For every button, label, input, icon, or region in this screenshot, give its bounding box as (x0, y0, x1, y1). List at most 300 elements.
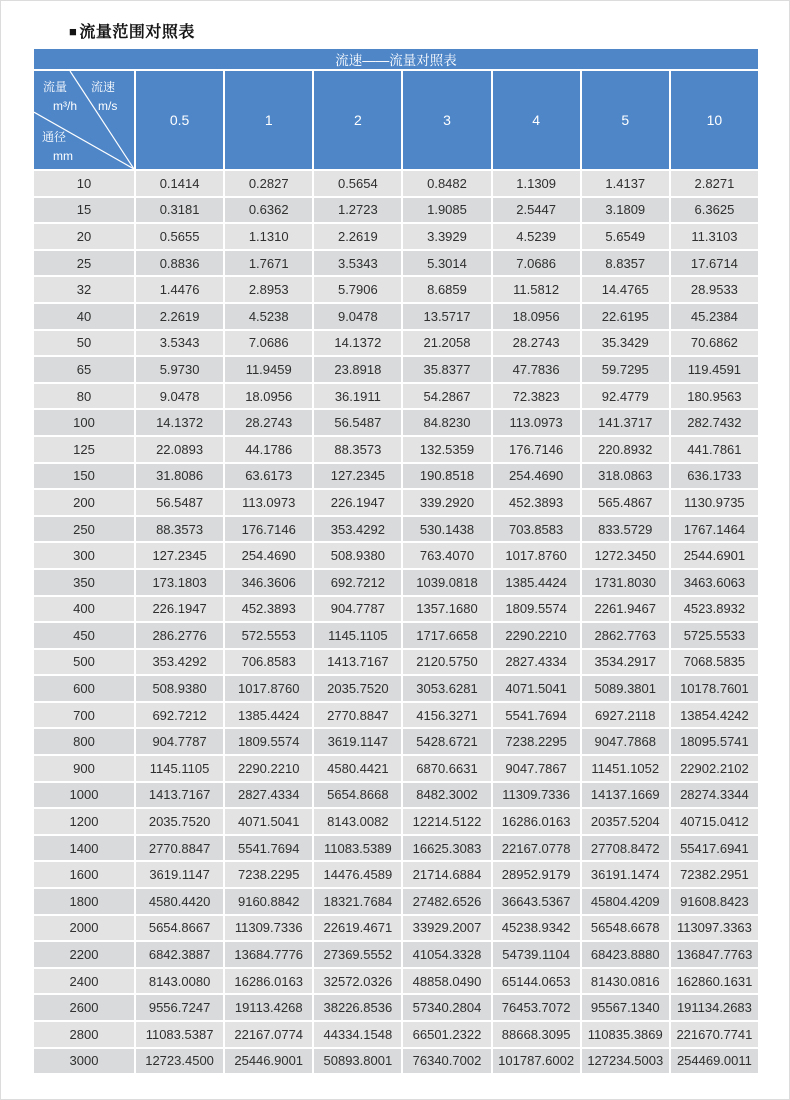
bore-cell: 250 (34, 517, 134, 542)
flow-value-cell: 68423.8880 (582, 942, 669, 967)
table-row (34, 357, 758, 382)
table-row (34, 676, 758, 701)
table-row (34, 171, 758, 196)
table-row (34, 410, 758, 435)
flow-value-cell: 8.6859 (403, 277, 490, 302)
flow-value-cell: 19113.4268 (225, 995, 312, 1020)
flow-value-cell: 22902.2102 (671, 756, 758, 781)
bore-cell: 2400 (34, 969, 134, 994)
flow-value-cell: 904.7787 (314, 597, 401, 622)
bore-cell: 20 (34, 224, 134, 249)
flow-value-cell: 220.8932 (582, 437, 669, 462)
flow-value-cell: 5089.3801 (582, 676, 669, 701)
flow-value-cell: 190.8518 (403, 464, 490, 489)
flow-value-cell: 2290.2210 (493, 623, 580, 648)
flow-value-cell: 226.1947 (314, 490, 401, 515)
bore-cell: 125 (34, 437, 134, 462)
bore-cell: 40 (34, 304, 134, 329)
table-row (34, 995, 758, 1020)
flow-value-cell: 3619.1147 (136, 862, 223, 887)
flow-value-cell: 76340.7002 (403, 1049, 490, 1074)
table-row (34, 862, 758, 887)
flow-value-cell: 88668.3095 (493, 1022, 580, 1047)
flow-value-cell: 55417.6941 (671, 836, 758, 861)
flow-value-cell: 76453.7072 (493, 995, 580, 1020)
flow-value-cell: 141.3717 (582, 410, 669, 435)
flow-value-cell: 508.9380 (136, 676, 223, 701)
flow-value-cell: 339.2920 (403, 490, 490, 515)
corner-bore-unit: mm (53, 149, 73, 163)
flow-value-cell: 1731.8030 (582, 570, 669, 595)
flow-value-cell: 4580.4420 (136, 889, 223, 914)
flow-value-cell: 1.4137 (582, 171, 669, 196)
flow-value-cell: 4523.8932 (671, 597, 758, 622)
flow-value-cell: 5541.7694 (225, 836, 312, 861)
flow-value-cell: 1767.1464 (671, 517, 758, 542)
table-row (34, 277, 758, 302)
flow-value-cell: 20357.5204 (582, 809, 669, 834)
flow-value-cell: 565.4867 (582, 490, 669, 515)
flow-value-cell: 14.1372 (314, 331, 401, 356)
flow-value-cell: 1413.7167 (314, 650, 401, 675)
flow-value-cell: 16625.3083 (403, 836, 490, 861)
flow-value-cell: 706.8583 (225, 650, 312, 675)
flow-value-cell: 6.3625 (671, 198, 758, 223)
title-bullet-icon: ■ (69, 24, 78, 39)
flow-value-cell: 176.7146 (493, 437, 580, 462)
flow-value-cell: 11309.7336 (225, 916, 312, 941)
flow-value-cell: 1.9085 (403, 198, 490, 223)
flow-value-cell: 12214.5122 (403, 809, 490, 834)
flow-value-cell: 692.7212 (136, 703, 223, 728)
flow-value-cell: 5.3014 (403, 251, 490, 276)
flow-value-cell: 1.4476 (136, 277, 223, 302)
flow-value-cell: 72382.2951 (671, 862, 758, 887)
flow-value-cell: 452.3893 (225, 597, 312, 622)
flow-value-cell: 18.0956 (493, 304, 580, 329)
flow-value-cell: 1272.3450 (582, 543, 669, 568)
flow-value-cell: 0.1414 (136, 171, 223, 196)
flow-value-cell: 9556.7247 (136, 995, 223, 1020)
flow-value-cell: 191134.2683 (671, 995, 758, 1020)
table-row (34, 224, 758, 249)
flow-value-cell: 282.7432 (671, 410, 758, 435)
flow-value-cell: 14137.1669 (582, 783, 669, 808)
flow-value-cell: 3619.1147 (314, 729, 401, 754)
flow-value-cell: 119.4591 (671, 357, 758, 382)
flow-value-cell: 286.2776 (136, 623, 223, 648)
flow-value-cell: 318.0863 (582, 464, 669, 489)
bore-cell: 350 (34, 570, 134, 595)
flow-value-cell: 7238.2295 (225, 862, 312, 887)
flow-value-cell: 113097.3363 (671, 916, 758, 941)
flow-range-table (32, 47, 760, 1075)
table-row (34, 1022, 758, 1047)
flow-value-cell: 45804.4209 (582, 889, 669, 914)
table-row (34, 623, 758, 648)
flow-value-cell: 162860.1631 (671, 969, 758, 994)
flow-value-cell: 703.8583 (493, 517, 580, 542)
flow-value-cell: 22167.0774 (225, 1022, 312, 1047)
table-band-row (34, 49, 758, 69)
flow-value-cell: 2544.6901 (671, 543, 758, 568)
flow-value-cell: 1.2723 (314, 198, 401, 223)
flow-value-cell: 7.0686 (493, 251, 580, 276)
flow-value-cell: 173.1803 (136, 570, 223, 595)
flow-value-cell: 28952.9179 (493, 862, 580, 887)
flow-value-cell: 35.3429 (582, 331, 669, 356)
flow-value-cell: 36191.1474 (582, 862, 669, 887)
flow-value-cell: 16286.0163 (225, 969, 312, 994)
flow-value-cell: 353.4292 (314, 517, 401, 542)
flow-value-cell: 3463.6063 (671, 570, 758, 595)
bore-cell: 1000 (34, 783, 134, 808)
bore-cell: 700 (34, 703, 134, 728)
flow-value-cell: 17.6714 (671, 251, 758, 276)
flow-value-cell: 2.8271 (671, 171, 758, 196)
flow-value-cell: 6842.3887 (136, 942, 223, 967)
flow-value-cell: 13684.7776 (225, 942, 312, 967)
flow-value-cell: 21.2058 (403, 331, 490, 356)
flow-value-cell: 4071.5041 (493, 676, 580, 701)
flow-value-cell: 226.1947 (136, 597, 223, 622)
flow-value-cell: 0.2827 (225, 171, 312, 196)
flow-value-cell: 1145.1105 (314, 623, 401, 648)
flow-value-cell: 1.1309 (493, 171, 580, 196)
table-row (34, 198, 758, 223)
flow-value-cell: 254.4690 (225, 543, 312, 568)
flow-value-cell: 8143.0082 (314, 809, 401, 834)
flow-value-cell: 25446.9001 (225, 1049, 312, 1074)
flow-value-cell: 346.3606 (225, 570, 312, 595)
flow-value-cell: 110835.3869 (582, 1022, 669, 1047)
flow-value-cell: 1017.8760 (493, 543, 580, 568)
flow-value-cell: 32572.0326 (314, 969, 401, 994)
corner-velocity-label: 流速 (91, 80, 116, 94)
bore-cell: 2200 (34, 942, 134, 967)
flow-value-cell: 95567.1340 (582, 995, 669, 1020)
flow-value-cell: 353.4292 (136, 650, 223, 675)
flow-value-cell: 441.7861 (671, 437, 758, 462)
flow-value-cell: 2770.8847 (136, 836, 223, 861)
flow-value-cell: 18321.7684 (314, 889, 401, 914)
corner-velocity-unit: m/s (98, 99, 118, 113)
table-row (34, 384, 758, 409)
bore-cell: 3000 (34, 1049, 134, 1074)
flow-value-cell: 11083.5387 (136, 1022, 223, 1047)
flow-value-cell: 81430.0816 (582, 969, 669, 994)
bore-cell: 900 (34, 756, 134, 781)
flow-value-cell: 44.1786 (225, 437, 312, 462)
flow-value-cell: 56548.6678 (582, 916, 669, 941)
flow-value-cell: 1385.4424 (225, 703, 312, 728)
flow-value-cell: 41054.3328 (403, 942, 490, 967)
flow-value-cell: 7068.5835 (671, 650, 758, 675)
flow-value-cell: 1809.5574 (225, 729, 312, 754)
table-row (34, 942, 758, 967)
flow-value-cell: 180.9563 (671, 384, 758, 409)
bore-cell: 2800 (34, 1022, 134, 1047)
flow-value-cell: 5541.7694 (493, 703, 580, 728)
bore-cell: 500 (34, 650, 134, 675)
table-body (34, 171, 758, 1073)
flow-value-cell: 91608.8423 (671, 889, 758, 914)
bore-cell: 300 (34, 543, 134, 568)
flow-value-cell: 0.6362 (225, 198, 312, 223)
table-row (34, 597, 758, 622)
flow-value-cell: 692.7212 (314, 570, 401, 595)
flow-value-cell: 18.0956 (225, 384, 312, 409)
bore-cell: 80 (34, 384, 134, 409)
table-row (34, 251, 758, 276)
flow-value-cell: 11451.1052 (582, 756, 669, 781)
flow-value-cell: 11309.7336 (493, 783, 580, 808)
flow-value-cell: 5428.6721 (403, 729, 490, 754)
flow-value-cell: 176.7146 (225, 517, 312, 542)
flow-value-cell: 28.9533 (671, 277, 758, 302)
flow-value-cell: 221670.7741 (671, 1022, 758, 1047)
flow-value-cell: 84.8230 (403, 410, 490, 435)
bore-cell: 800 (34, 729, 134, 754)
bore-cell: 65 (34, 357, 134, 382)
bore-cell: 32 (34, 277, 134, 302)
flow-value-cell: 27708.8472 (582, 836, 669, 861)
bore-cell: 10 (34, 171, 134, 196)
flow-value-cell: 11083.5389 (314, 836, 401, 861)
flow-value-cell: 2.5447 (493, 198, 580, 223)
flow-value-cell: 904.7787 (136, 729, 223, 754)
flow-value-cell: 35.8377 (403, 357, 490, 382)
flow-value-cell: 12723.4500 (136, 1049, 223, 1074)
flow-value-cell: 40715.0412 (671, 809, 758, 834)
bore-cell: 450 (34, 623, 134, 648)
flow-value-cell: 11.9459 (225, 357, 312, 382)
flow-value-cell: 1717.6658 (403, 623, 490, 648)
flow-value-cell: 22.6195 (582, 304, 669, 329)
table-band-title: 流速——流量对照表 (34, 49, 758, 69)
table-row (34, 304, 758, 329)
flow-value-cell: 10178.7601 (671, 676, 758, 701)
table-row (34, 703, 758, 728)
flow-value-cell: 763.4070 (403, 543, 490, 568)
flow-value-cell: 9.0478 (136, 384, 223, 409)
flow-value-cell: 50893.8001 (314, 1049, 401, 1074)
table-row (34, 969, 758, 994)
flow-value-cell: 5.7906 (314, 277, 401, 302)
table-row (34, 570, 758, 595)
flow-value-cell: 113.0973 (493, 410, 580, 435)
flow-value-cell: 1.1310 (225, 224, 312, 249)
flow-value-cell: 72.3823 (493, 384, 580, 409)
flow-value-cell: 3.1809 (582, 198, 669, 223)
bore-cell: 50 (34, 331, 134, 356)
flow-value-cell: 2770.8847 (314, 703, 401, 728)
flow-value-cell: 21714.6884 (403, 862, 490, 887)
flow-value-cell: 1413.7167 (136, 783, 223, 808)
flow-value-cell: 27369.5552 (314, 942, 401, 967)
flow-value-cell: 5725.5533 (671, 623, 758, 648)
flow-value-cell: 572.5553 (225, 623, 312, 648)
flow-value-cell: 22167.0778 (493, 836, 580, 861)
flow-value-cell: 3053.6281 (403, 676, 490, 701)
flow-value-cell: 254.4690 (493, 464, 580, 489)
flow-value-cell: 36.1911 (314, 384, 401, 409)
flow-value-cell: 136847.7763 (671, 942, 758, 967)
flow-value-cell: 65144.0653 (493, 969, 580, 994)
flow-value-cell: 44334.1548 (314, 1022, 401, 1047)
bore-cell: 400 (34, 597, 134, 622)
flow-value-cell: 54.2867 (403, 384, 490, 409)
flow-value-cell: 0.3181 (136, 198, 223, 223)
flow-value-cell: 127234.5003 (582, 1049, 669, 1074)
flow-value-cell: 14.4765 (582, 277, 669, 302)
flow-value-cell: 1385.4424 (493, 570, 580, 595)
flow-value-cell: 38226.8536 (314, 995, 401, 1020)
flow-value-cell: 28274.3344 (671, 783, 758, 808)
flow-value-cell: 101787.6002 (493, 1049, 580, 1074)
flow-value-cell: 13854.4242 (671, 703, 758, 728)
flow-value-cell: 2290.2210 (225, 756, 312, 781)
bore-cell: 150 (34, 464, 134, 489)
flow-value-cell: 3534.2917 (582, 650, 669, 675)
flow-value-cell: 127.2345 (136, 543, 223, 568)
flow-value-cell: 9160.8842 (225, 889, 312, 914)
flow-value-cell: 2120.5750 (403, 650, 490, 675)
flow-value-cell: 16286.0163 (493, 809, 580, 834)
velocity-header-cell: 0.5 (136, 71, 223, 169)
flow-value-cell: 530.1438 (403, 517, 490, 542)
flow-value-cell: 5654.8667 (136, 916, 223, 941)
flow-value-cell: 23.8918 (314, 357, 401, 382)
flow-value-cell: 14476.4589 (314, 862, 401, 887)
corner-flow-label: 流量 (43, 80, 68, 94)
flow-value-cell: 1017.8760 (225, 676, 312, 701)
flow-value-cell: 45.2384 (671, 304, 758, 329)
velocity-header-cell: 2 (314, 71, 401, 169)
table-row (34, 490, 758, 515)
flow-value-cell: 13.5717 (403, 304, 490, 329)
flow-value-cell: 47.7836 (493, 357, 580, 382)
flow-value-cell: 1357.1680 (403, 597, 490, 622)
flow-value-cell: 56.5487 (136, 490, 223, 515)
flow-value-cell: 45238.9342 (493, 916, 580, 941)
bore-cell: 600 (34, 676, 134, 701)
table-row (34, 889, 758, 914)
flow-value-cell: 33929.2007 (403, 916, 490, 941)
flow-value-cell: 36643.5367 (493, 889, 580, 914)
flow-value-cell: 11.5812 (493, 277, 580, 302)
table-row (34, 756, 758, 781)
flow-value-cell: 4580.4421 (314, 756, 401, 781)
flow-value-cell: 2035.7520 (314, 676, 401, 701)
flow-value-cell: 7238.2295 (493, 729, 580, 754)
bore-cell: 1600 (34, 862, 134, 887)
flow-value-cell: 1145.1105 (136, 756, 223, 781)
corner-header-cell (34, 71, 134, 169)
flow-value-cell: 4071.5041 (225, 809, 312, 834)
flow-value-cell: 59.7295 (582, 357, 669, 382)
flow-value-cell: 0.8482 (403, 171, 490, 196)
flow-value-cell: 1.7671 (225, 251, 312, 276)
flow-value-cell: 5.9730 (136, 357, 223, 382)
flow-value-cell: 2827.4334 (493, 650, 580, 675)
flow-value-cell: 9047.7867 (493, 756, 580, 781)
corner-bore-label: 通径 (42, 130, 67, 144)
velocity-header-cell: 10 (671, 71, 758, 169)
flow-value-cell: 2.2619 (314, 224, 401, 249)
flow-value-cell: 833.5729 (582, 517, 669, 542)
flow-value-cell: 66501.2322 (403, 1022, 490, 1047)
flow-value-cell: 254469.0011 (671, 1049, 758, 1074)
flow-value-cell: 2862.7763 (582, 623, 669, 648)
table-row (34, 464, 758, 489)
flow-value-cell: 3.5343 (314, 251, 401, 276)
flow-value-cell: 0.8836 (136, 251, 223, 276)
flow-value-cell: 6870.6631 (403, 756, 490, 781)
flow-value-cell: 88.3573 (314, 437, 401, 462)
flow-value-cell: 5.6549 (582, 224, 669, 249)
flow-value-cell: 0.5655 (136, 224, 223, 249)
bore-cell: 2600 (34, 995, 134, 1020)
flow-value-cell: 2261.9467 (582, 597, 669, 622)
flow-value-cell: 9047.7868 (582, 729, 669, 754)
bore-cell: 200 (34, 490, 134, 515)
flow-value-cell: 6927.2118 (582, 703, 669, 728)
flow-value-cell: 3.3929 (403, 224, 490, 249)
flow-value-cell: 1039.0818 (403, 570, 490, 595)
flow-value-cell: 2827.4334 (225, 783, 312, 808)
bore-cell: 25 (34, 251, 134, 276)
bore-cell: 1400 (34, 836, 134, 861)
velocity-header-cell: 5 (582, 71, 669, 169)
flow-value-cell: 56.5487 (314, 410, 401, 435)
bore-cell: 2000 (34, 916, 134, 941)
table-row (34, 1049, 758, 1074)
flow-value-cell: 28.2743 (225, 410, 312, 435)
table-row (34, 836, 758, 861)
flow-value-cell: 2.2619 (136, 304, 223, 329)
table-row (34, 809, 758, 834)
page-title (69, 19, 195, 42)
flow-value-cell: 28.2743 (493, 331, 580, 356)
flow-value-cell: 22.0893 (136, 437, 223, 462)
flow-value-cell: 8.8357 (582, 251, 669, 276)
table-row (34, 783, 758, 808)
flow-value-cell: 31.8086 (136, 464, 223, 489)
flow-value-cell: 8143.0080 (136, 969, 223, 994)
flow-value-cell: 0.5654 (314, 171, 401, 196)
table-row (34, 650, 758, 675)
flow-value-cell: 9.0478 (314, 304, 401, 329)
table-row (34, 331, 758, 356)
bore-cell: 100 (34, 410, 134, 435)
flow-value-cell: 1130.9735 (671, 490, 758, 515)
corner-flow-unit: m³/h (53, 99, 77, 113)
bore-cell: 15 (34, 198, 134, 223)
flow-value-cell: 2035.7520 (136, 809, 223, 834)
flow-value-cell: 63.6173 (225, 464, 312, 489)
velocity-header-cell: 4 (493, 71, 580, 169)
flow-value-cell: 4156.3271 (403, 703, 490, 728)
table-row (34, 729, 758, 754)
flow-value-cell: 88.3573 (136, 517, 223, 542)
velocity-header-cell: 3 (403, 71, 490, 169)
flow-value-cell: 14.1372 (136, 410, 223, 435)
bore-cell: 1800 (34, 889, 134, 914)
velocity-header-cell: 1 (225, 71, 312, 169)
table-header-row (34, 71, 758, 169)
flow-value-cell: 8482.3002 (403, 783, 490, 808)
